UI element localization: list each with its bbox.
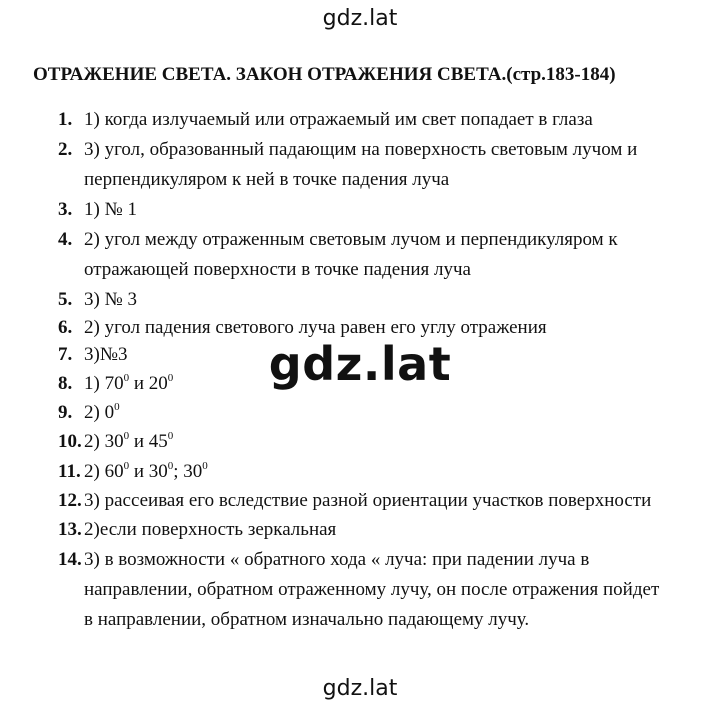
answer-text: 2) $30^0$ и $45^0$ [84,430,174,452]
answer-text: 3) рассеивая его вследствие разной ориентации участков поверхности [84,490,652,511]
answer-text: 2)если поверхность зеркальная [84,519,337,540]
answer-text: 2) $0^0$ [84,401,120,423]
answer-number: 2. [58,139,73,160]
answer-text: в направлении, обратном изначально падающему лучу. [84,609,530,630]
answer-text: 1) когда излучаемый или отражаемый им свет попадает в глаза [84,109,593,130]
answer-text: направлении, обратном отраженному лучу, он после отражения пойдет [84,579,660,600]
answer-number: 9. [58,402,73,423]
watermark: gdz.lat [268,337,452,391]
answer-number: 14. [58,549,82,570]
site-header: gdz.lat [322,6,398,31]
answer-number: 7. [58,344,73,365]
answer-text: 3) угол, образованный падающим на поверхность световым лучом и [84,139,638,160]
answer-number: 12. [58,490,82,511]
answer-text: 1) $70^0$ и $20^0$ [84,372,174,394]
answer-number: 1. [58,109,73,130]
answer-text: 3)№3 [84,344,128,365]
answer-number: 11. [58,461,81,482]
answer-number: 4. [58,229,73,250]
answer-text: 3) № 3 [84,289,137,310]
answer-number: 6. [58,317,73,338]
answer-text: 2) угол между отраженным световым лучом и перпендикуляром к [84,229,618,250]
answer-number: 13. [58,519,82,540]
answer-number: 5. [58,289,73,310]
answer-text: 3) в возможности « обратного хода « луча: при падении луча в [84,549,590,570]
answer-number: 10. [58,431,82,452]
answer-text: отражающей поверхности в точке падения луча [84,259,471,280]
answer-text: 2) $60^0$ и $30^0$; $30^0$ [84,460,208,482]
page-title: ОТРАЖЕНИЕ СВЕТА. ЗАКОН ОТРАЖЕНИЯ СВЕТА.(стр.183-184) [33,64,616,85]
answer-text: перпендикуляром к ней в точке падения луча [84,169,450,190]
answer-number: 3. [58,199,73,220]
answer-number: 8. [58,373,73,394]
site-footer: gdz.lat [322,676,398,701]
answer-text: 2) угол падения светового луча равен его углу отражения [84,317,547,338]
answer-text: 1) № 1 [84,199,137,220]
